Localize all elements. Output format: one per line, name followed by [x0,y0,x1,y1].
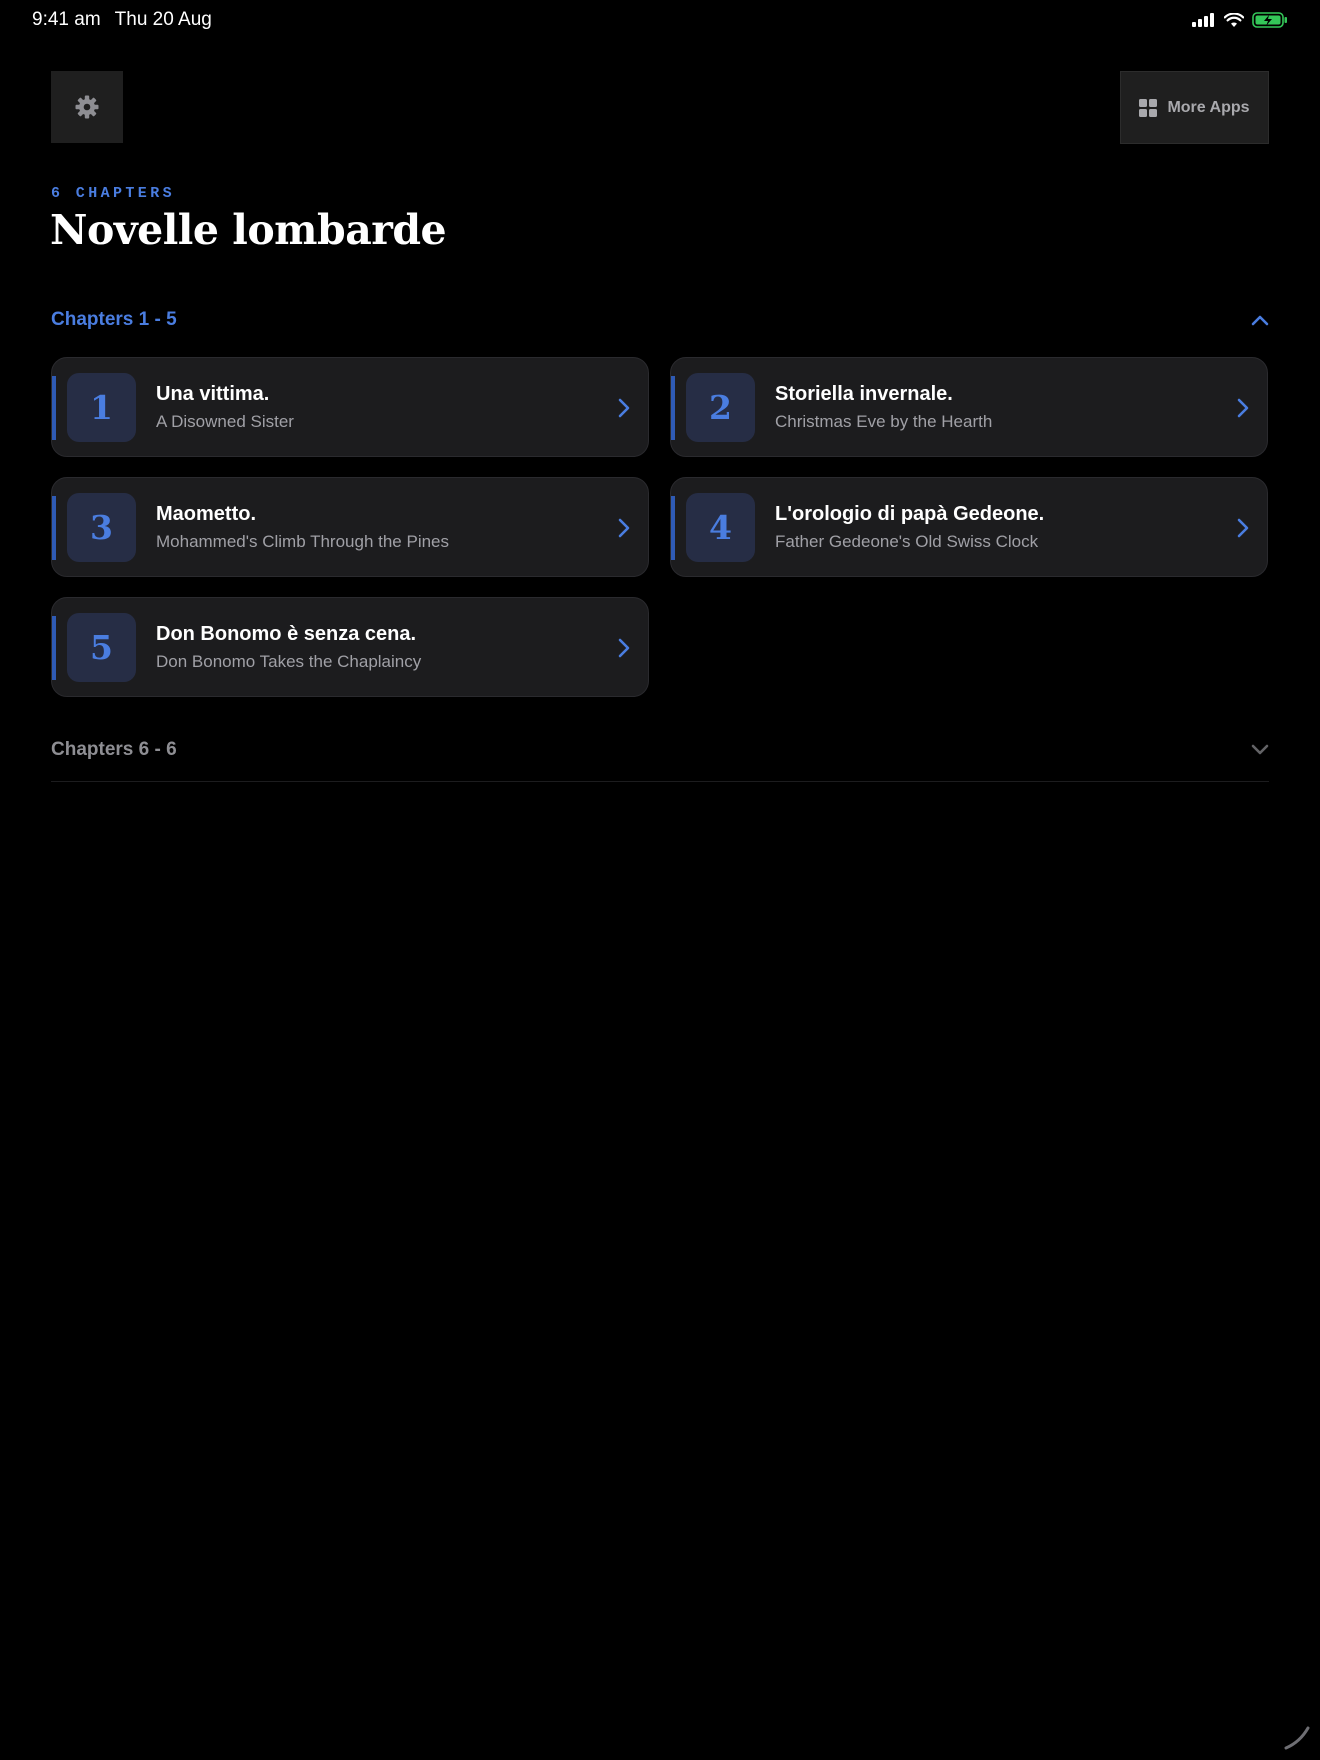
more-apps-button[interactable] [1120,71,1269,144]
chapter-card-3[interactable] [51,477,649,577]
status-icons [1192,11,1288,29]
grid-icon [1139,99,1157,117]
status-bar [0,0,1320,40]
clock: 9:41 am [32,9,101,30]
chapter-number: 4 [686,493,755,562]
chapter-subtitle: Christmas Eve by the Hearth [775,412,993,431]
section-header-chapters-1-5[interactable] [51,303,1269,337]
chevron-right-icon [614,516,634,540]
chapter-title: Storiella invernale. [775,383,953,405]
chevron-down-icon [1251,744,1269,756]
chapter-title: Una vittima. [156,383,270,405]
signal-icon [1192,13,1216,27]
chapter-title: Maometto. [156,503,256,525]
section-divider [51,781,1269,782]
status-time [32,9,212,31]
chevron-right-icon [1233,396,1253,420]
chevron-up-icon [1251,314,1269,326]
chapter-card-1[interactable] [51,357,649,457]
chapter-subtitle: Father Gedeone's Old Swiss Clock [775,532,1039,551]
chapter-number: 5 [67,613,136,682]
gear-icon [75,95,99,119]
chapter-title: L'orologio di papà Gedeone. [775,503,1045,525]
chapter-card-4[interactable] [670,477,1268,577]
section-header-label: Chapters 6 - 6 [51,739,177,760]
card-accent-bar [52,616,56,680]
chapter-title: Don Bonomo è senza cena. [156,623,417,645]
chapter-number: 3 [67,493,136,562]
more-apps-label: More Apps [1167,98,1250,116]
chapter-number: 1 [67,373,136,442]
battery-icon [1252,12,1288,28]
section-header-label: Chapters 1 - 5 [51,309,177,330]
card-accent-bar [671,496,675,560]
chapter-subtitle: Mohammed's Climb Through the Pines [156,532,450,551]
section-header-chapters-6-6[interactable] [51,733,1269,767]
chapter-number: 2 [686,373,755,442]
date: Thu 20 Aug [114,9,212,30]
card-accent-bar [52,496,56,560]
chevron-right-icon [614,396,634,420]
book-title: Novelle lombarde [50,206,447,254]
wifi-icon [1224,13,1244,28]
card-accent-bar [52,376,56,440]
scroll-indicator [1282,1722,1312,1752]
chapter-subtitle: A Disowned Sister [156,412,294,431]
chevron-right-icon [1233,516,1253,540]
settings-button[interactable] [51,71,123,143]
card-accent-bar [671,376,675,440]
chapter-count: 6 CHAPTERS [51,185,176,202]
chapter-subtitle: Don Bonomo Takes the Chaplaincy [156,652,422,671]
chapter-card-2[interactable] [670,357,1268,457]
chapter-card-5[interactable] [51,597,649,697]
chevron-right-icon [614,636,634,660]
